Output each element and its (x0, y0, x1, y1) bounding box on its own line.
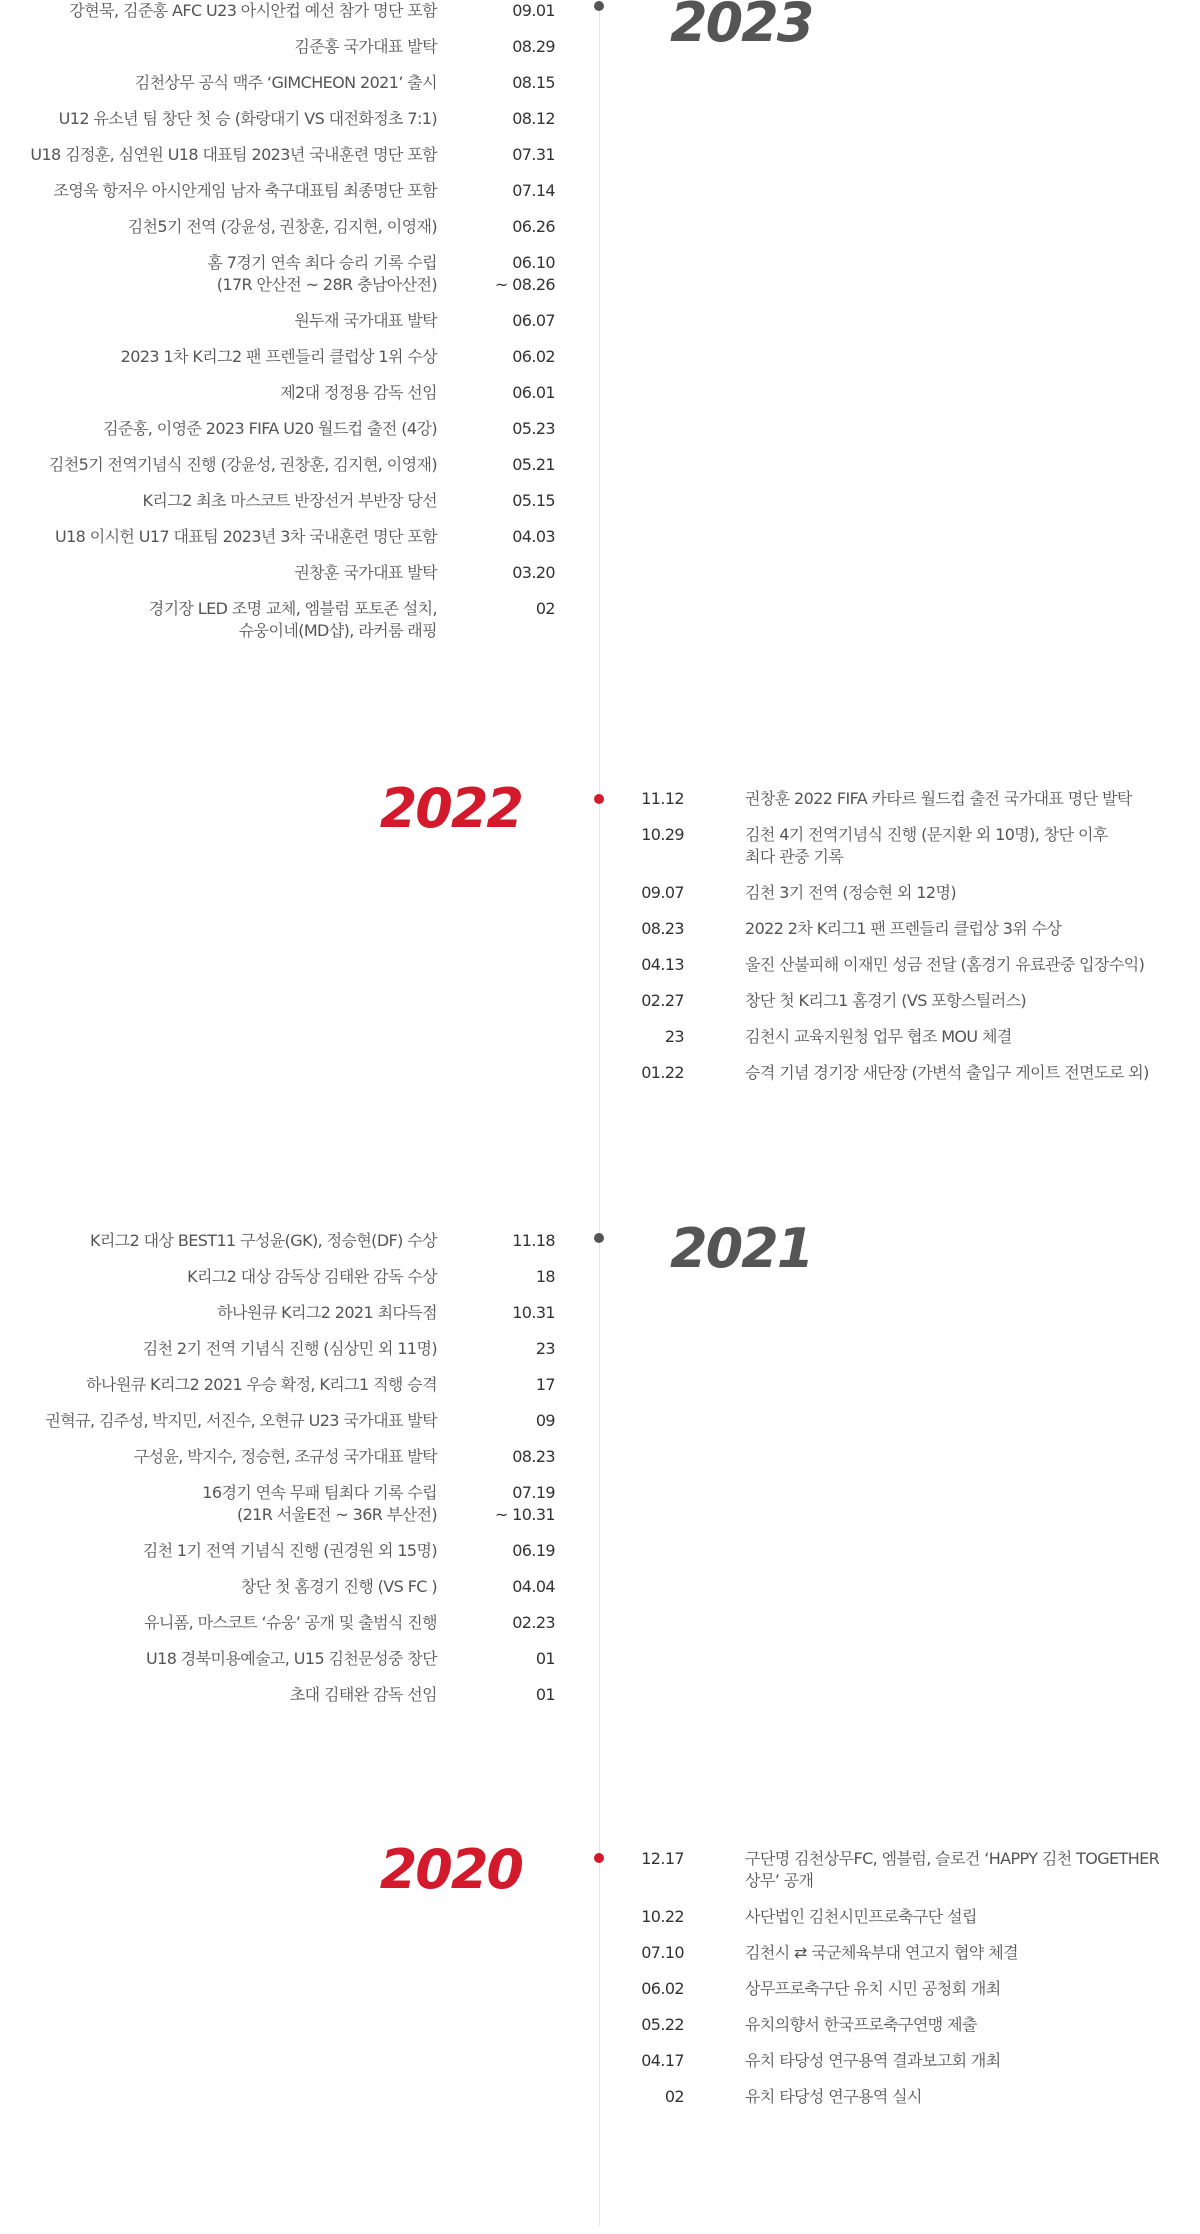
event-date-line: 11.18 (512, 1231, 555, 1250)
event-description-line: 유치 타당성 연구용역 결과보고회 개최 (745, 2051, 1001, 2070)
year-heading-2020: 2020 (379, 1838, 522, 1901)
event-description (745, 990, 1026, 1012)
event-description-line: 김천시 ⇄ 국군체육부대 연고지 협약 체결 (745, 1943, 1018, 1962)
event-description-line: 김천 2기 전역 기념식 진행 (심상민 외 11명) (142, 1339, 437, 1358)
event-date (636, 1906, 684, 1928)
event-description-line: 사단법인 김천시민프로축구단 설립 (745, 1907, 977, 1926)
timeline-dot-2021 (594, 1233, 604, 1243)
event-description-line: 권창훈 국가대표 발탁 (294, 563, 437, 582)
event-date (512, 1576, 555, 1598)
year-heading-2021: 2021 (670, 1217, 813, 1280)
event-date-line: 04.03 (512, 527, 555, 546)
event-date-line: 06.19 (512, 1541, 555, 1560)
event-date-line: 04.17 (641, 2051, 684, 2070)
event-description-line: 승격 기념 경기장 새단장 (가변석 출입구 게이트 전면도로 외) (745, 1063, 1149, 1082)
event-date (512, 108, 555, 130)
event-description-line: 원두재 국가대표 발탁 (294, 311, 437, 330)
event-description-line: 김천5기 전역 (강윤성, 권창훈, 김지현, 이영재) (127, 217, 437, 236)
event-date-line: 11.12 (641, 789, 684, 808)
event-date-line: 06.07 (512, 311, 555, 330)
event-description-line: 슈웅이네(MD샵), 라커룸 래핑 (238, 621, 437, 640)
event-date-line: 01.22 (641, 1063, 684, 1082)
event-description-line: 김준홍, 이영준 2023 FIFA U20 월드컵 출전 (4강) (103, 419, 437, 438)
event-description (745, 1062, 1149, 1084)
event-date (636, 918, 684, 940)
event-description-line: (21R 서울E전 ~ 36R 부산전) (236, 1505, 437, 1524)
event-date-line: 01 (535, 1649, 555, 1668)
event-date-line: 01 (535, 1685, 555, 1704)
event-date (512, 454, 555, 476)
event-date (636, 1848, 684, 1870)
event-description-line: U18 김정훈, 심연원 U18 대표팀 2023년 국내훈련 명단 포함 (30, 145, 437, 164)
event-description-line: (17R 안산전 ~ 28R 충남아산전) (216, 275, 437, 294)
event-date-line: 23 (664, 1027, 684, 1046)
event-description (45, 1410, 437, 1432)
event-description-line: 창단 첫 홈경기 진행 (VS FC ) (240, 1577, 437, 1596)
event-date-line: 02 (535, 599, 555, 618)
event-description-line: 제2대 정정용 감독 선임 (280, 383, 437, 402)
event-date-line: 23 (535, 1339, 555, 1358)
event-description-line: 조영욱 항저우 아시안게임 남자 축구대표팀 최종명단 포함 (53, 181, 437, 200)
timeline-axis (599, 0, 600, 2226)
event-description (745, 1978, 1001, 2000)
event-date-line: 06.01 (512, 383, 555, 402)
event-description (745, 1026, 1012, 1048)
event-description (294, 310, 437, 332)
event-description (280, 382, 437, 404)
event-date (512, 346, 555, 368)
event-date (512, 1612, 555, 1634)
year-heading-2022: 2022 (379, 777, 522, 840)
event-date (536, 1648, 555, 1670)
event-date-line: 10.29 (641, 825, 684, 844)
event-description (144, 1612, 437, 1634)
event-date (512, 562, 555, 584)
event-date-line: 02.27 (641, 991, 684, 1010)
event-date (536, 1684, 555, 1706)
event-date (636, 1942, 684, 1964)
event-date (512, 0, 555, 22)
event-description (103, 418, 437, 440)
event-date (512, 490, 555, 512)
year-heading-2023: 2023 (670, 0, 813, 54)
event-description (134, 1446, 437, 1468)
event-description (143, 1338, 437, 1360)
event-date (636, 2050, 684, 2072)
event-date (495, 252, 555, 296)
event-date (536, 1266, 555, 1288)
timeline-dot-2020 (594, 1853, 604, 1863)
event-date (536, 1410, 555, 1432)
event-description-line: 김천5기 전역기념식 진행 (강윤성, 권창훈, 김지현, 이영재) (48, 455, 437, 474)
event-description (217, 1302, 437, 1324)
event-description-line: 16경기 연속 무패 팀최다 기록 수립 (202, 1483, 437, 1502)
event-date-line: 07.31 (512, 145, 555, 164)
event-description-line: K리그2 최초 마스코트 반장선거 부반장 당선 (142, 491, 437, 510)
event-date-line: 10.31 (512, 1303, 555, 1322)
event-date-line: 02 (664, 2087, 684, 2106)
event-description (59, 108, 437, 130)
event-date (512, 216, 555, 238)
event-description (294, 562, 437, 584)
event-description (149, 598, 437, 642)
event-description-line: 유치 타당성 연구용역 실시 (745, 2087, 922, 2106)
event-description-line: 하나원큐 K리그2 2021 최다득점 (217, 1303, 437, 1322)
event-description (745, 788, 1132, 810)
event-date (512, 72, 555, 94)
event-date-line: 05.21 (512, 455, 555, 474)
event-date (512, 180, 555, 202)
event-date (636, 1062, 684, 1084)
event-description (69, 0, 437, 22)
event-description (745, 1848, 1159, 1892)
event-description-line: U18 경북미용예술고, U15 김천문성중 창단 (146, 1649, 437, 1668)
event-description (745, 1942, 1018, 1964)
event-date (636, 2086, 684, 2108)
timeline-dot-2023 (594, 1, 604, 11)
event-description (49, 454, 437, 476)
event-description-line: 구성윤, 박지수, 정승현, 조규성 국가대표 발탁 (133, 1447, 437, 1466)
event-date-line: 17 (535, 1375, 555, 1394)
event-date (636, 1026, 684, 1048)
event-description-line: U12 유소년 팀 창단 첫 승 (화랑대기 VS 대전화정초 7:1) (58, 109, 437, 128)
event-description-line: 경기장 LED 조명 교체, 엠블럼 포토존 설치, (148, 599, 437, 618)
event-date-line: 08.29 (512, 37, 555, 56)
event-date-line: 05.23 (512, 419, 555, 438)
event-date (636, 882, 684, 904)
event-date (512, 1302, 555, 1324)
event-description (90, 1230, 437, 1252)
event-date-line: 08.23 (641, 919, 684, 938)
event-date-line: 06.10 (512, 253, 555, 272)
event-description (55, 526, 437, 548)
event-date-line: 09.07 (641, 883, 684, 902)
event-description-line: 홈 7경기 연속 최다 승리 기록 수립 (207, 253, 437, 272)
event-date-line: 09.01 (512, 1, 555, 20)
event-description (128, 216, 437, 238)
event-description-line: 초대 김태완 감독 선임 (289, 1685, 437, 1704)
event-description-line: 김준홍 국가대표 발탁 (294, 37, 437, 56)
event-description (745, 2014, 977, 2036)
event-date-line: 09 (535, 1411, 555, 1430)
event-description-line: 유니폼, 마스코트 ‘슈웅’ 공개 및 출범식 진행 (144, 1613, 437, 1632)
event-description-line: 강현묵, 김준홍 AFC U23 아시안컵 예선 참가 명단 포함 (69, 1, 437, 20)
event-date (536, 1338, 555, 1360)
event-date-line: 10.22 (641, 1907, 684, 1926)
event-description-line: 울진 산불피해 이재민 성금 전달 (홈경기 유료관중 입장수익) (745, 955, 1145, 974)
event-date (512, 526, 555, 548)
event-date (512, 382, 555, 404)
event-description (241, 1576, 437, 1598)
event-date-line: 08.23 (512, 1447, 555, 1466)
event-description (745, 918, 1061, 940)
event-date (512, 36, 555, 58)
event-description-line: 2023 1차 K리그2 팬 프렌들리 클럽상 1위 수상 (120, 347, 437, 366)
event-description-line: 창단 첫 K리그1 홈경기 (VS 포항스틸러스) (745, 991, 1027, 1010)
event-description (135, 72, 437, 94)
event-description-line: 2022 2차 K리그1 팬 프렌들리 클럽상 3위 수상 (745, 919, 1062, 938)
event-date (512, 1446, 555, 1468)
event-description-line: 권혁규, 김주성, 박지민, 서진수, 오현규 U23 국가대표 발탁 (45, 1411, 437, 1430)
event-description (745, 882, 956, 904)
event-date-line: 07.14 (512, 181, 555, 200)
event-date-line: 05.15 (512, 491, 555, 510)
event-description-line: K리그2 대상 감독상 김태완 감독 수상 (187, 1267, 437, 1286)
event-date-line: ~ 08.26 (494, 275, 555, 294)
event-description-line: K리그2 대상 BEST11 구성윤(GK), 정승현(DF) 수상 (89, 1231, 437, 1250)
event-description-line: 김천시 교육지원청 업무 협조 MOU 체결 (745, 1027, 1012, 1046)
event-description (294, 36, 437, 58)
event-description-line: 김천 4기 전역기념식 진행 (문지환 외 10명), 창단 이후 (745, 825, 1108, 844)
event-description-line: 유치의향서 한국프로축구연맹 제출 (745, 2015, 977, 2034)
event-description (745, 2086, 922, 2108)
event-description (54, 180, 437, 202)
event-description-line: 상무프로축구단 유치 시민 공청회 개최 (745, 1979, 1001, 1998)
event-description-line: 하나원큐 K리그2 2021 우승 확정, K리그1 직행 승격 (86, 1375, 437, 1394)
event-description (143, 490, 437, 512)
event-description (146, 1648, 437, 1670)
event-date (636, 824, 684, 846)
event-date-line: 04.04 (512, 1577, 555, 1596)
event-date (512, 310, 555, 332)
event-description-line: U18 이시헌 U17 대표팀 2023년 3차 국내훈련 명단 포함 (54, 527, 437, 546)
event-date-line: 12.17 (641, 1849, 684, 1868)
event-date-line: 08.15 (512, 73, 555, 92)
event-description (187, 1266, 437, 1288)
event-date (536, 598, 555, 620)
event-date-line: 04.13 (641, 955, 684, 974)
event-description-line: 최다 관중 기록 (745, 847, 844, 866)
event-description (86, 1374, 437, 1396)
event-date (495, 1482, 555, 1526)
event-description (121, 346, 437, 368)
event-date (636, 1978, 684, 2000)
event-description (745, 954, 1144, 976)
event-description-line: 권창훈 2022 FIFA 카타르 월드컵 출전 국가대표 명단 발탁 (745, 789, 1132, 808)
event-date-line: 06.02 (512, 347, 555, 366)
event-description (30, 144, 437, 166)
event-date (512, 418, 555, 440)
event-date (636, 954, 684, 976)
timeline-dot-2022 (594, 794, 604, 804)
event-date (636, 2014, 684, 2036)
event-description (290, 1684, 437, 1706)
event-date (636, 788, 684, 810)
event-date (512, 1540, 555, 1562)
event-description (207, 252, 437, 296)
event-description (202, 1482, 437, 1526)
event-date (512, 1230, 555, 1252)
event-date-line: 07.19 (512, 1483, 555, 1502)
event-description-line: 구단명 김천상무FC, 엠블럼, 슬로건 ‘HAPPY 김천 TOGETHER (745, 1849, 1160, 1868)
event-description-line: 상무’ 공개 (745, 1871, 814, 1890)
event-description (745, 1906, 977, 1928)
event-date-line: 06.26 (512, 217, 555, 236)
event-description (143, 1540, 437, 1562)
event-date (636, 990, 684, 1012)
event-description (745, 824, 1108, 868)
event-date-line: 07.10 (641, 1943, 684, 1962)
event-date (512, 144, 555, 166)
event-description-line: 김천상무 공식 맥주 ‘GIMCHEON 2021’ 출시 (134, 73, 437, 92)
event-date (536, 1374, 555, 1396)
event-description-line: 김천 3기 전역 (정승현 외 12명) (745, 883, 957, 902)
event-date-line: 08.12 (512, 109, 555, 128)
event-description-line: 김천 1기 전역 기념식 진행 (권경원 외 15명) (142, 1541, 437, 1560)
event-date-line: 03.20 (512, 563, 555, 582)
event-date-line: 06.02 (641, 1979, 684, 1998)
event-date-line: 18 (535, 1267, 555, 1286)
event-date-line: 02.23 (512, 1613, 555, 1632)
event-date-line: ~ 10.31 (494, 1505, 555, 1524)
event-description (745, 2050, 1001, 2072)
event-date-line: 05.22 (641, 2015, 684, 2034)
